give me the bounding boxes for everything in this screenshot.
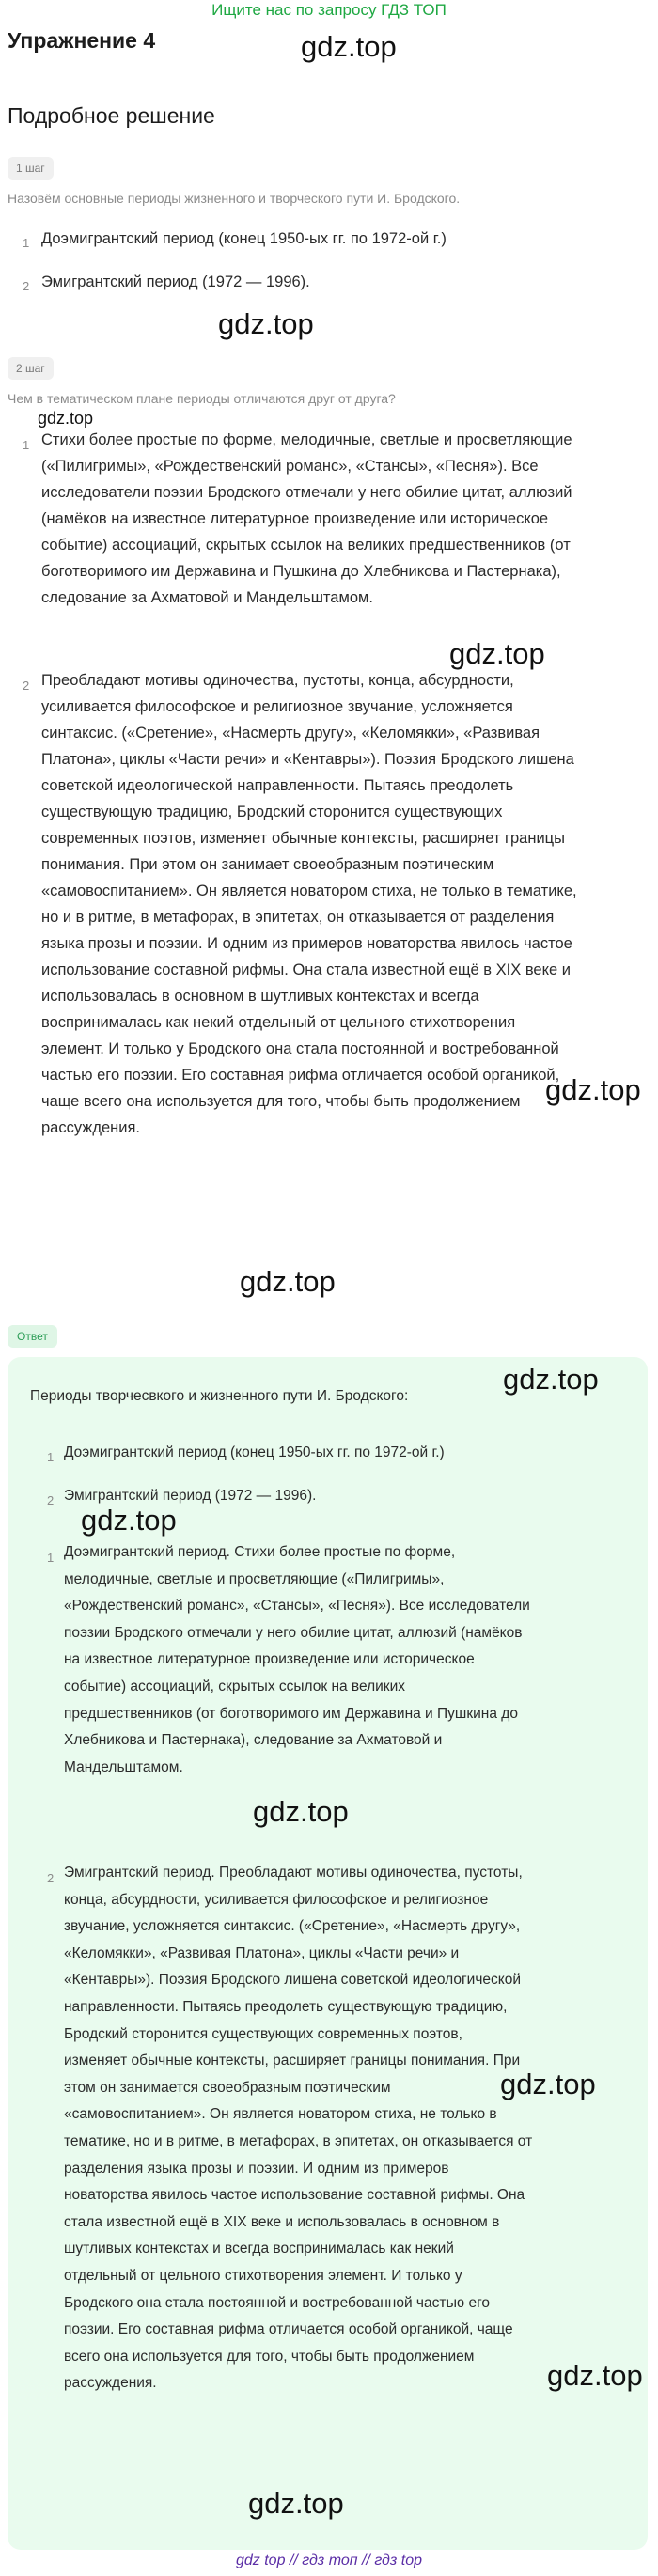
watermark: gdz.top [547,2359,643,2392]
text-line: боготворимого им Державина и Пушкина до Хлебникова и Пастернака), [41,563,561,580]
watermark: gdz.top [81,1504,177,1537]
text-line: современных поэтов, изменяет обычные контексты, расширяет границы [41,830,565,847]
step-1-item-1-number: 1 [23,236,30,250]
text-line: направленности. Пытаясь преодолеть существующую традицию, [64,1998,508,2015]
footer-links: gdz top // гдз топ // гдз top [235,2553,422,2568]
solution-title: Подробное решение [8,103,215,128]
watermark: gdz.top [449,637,545,670]
step-1-question: Назовём основные периоды жизненного и творческого пути И. Бродского. [8,191,461,206]
text-line: (намёков на известное литературное произведение или историческое [41,510,549,527]
text-line: разделения языка прозы и поэзии. И одним из примеров [64,2160,449,2177]
text-line: событие) ассоциаций, скрытых ссылок на великих предшественников (от [41,537,571,554]
step-2-item-1 [41,427,572,611]
text-line: синтаксис. («Сретение», «Насмерть другу», «Келомякки», «Развивая [41,725,540,742]
text-line: Преобладают мотивы одиночества, пустоты, конца, абсурдности, [41,672,514,689]
answer-detail-1 [64,1539,530,1781]
watermark: gdz.top [253,1795,349,1828]
text-line: Бродского она стала постоянной и востребованной частью его [64,2294,491,2311]
step-1-badge: 1 шаг [8,157,54,180]
step-1-item-2: Эмигрантский период (1972 — 1996). [41,273,310,290]
answer-period-1: Доэмигрантский период (конец 1950-ых гг. по 1972-ой г.) [64,1444,445,1460]
watermark: gdz.top [240,1265,336,1298]
text-line: («Пилигримы», «Рождественский романс», «Стансы», «Песня»). Все [41,458,539,475]
step-2-badge: 2 шаг [8,357,54,380]
text-line: Хлебникова и Пастернака), следование за Ахматовой и [64,1732,443,1749]
answer-detail-1-number: 1 [47,1551,55,1565]
answer-detail-2-number: 2 [47,1871,55,1885]
text-line: Мандельштамом. [64,1758,183,1775]
text-line: частью его поэзии. Его составная рифма отличается особой органикой, [41,1067,560,1084]
answer-period-1-number: 1 [47,1450,55,1464]
step-2-question: Чем в тематическом плане периоды отличаются друг от друга? [8,391,396,406]
text-line: Стихи более простые по форме, мелодичные, светлые и просветляющие [41,431,572,448]
text-line: событие) ассоциаций, скрытых ссылок на великих [64,1678,405,1694]
text-line: стала известной ещё в XIX веке и использовалась в основном в [64,2213,500,2230]
text-line: Доэмигрантский период. Стихи более простые по форме, [64,1544,456,1560]
step-2-item-2-number: 2 [23,679,30,693]
text-line: следование за Ахматовой и Мандельштамом. [41,589,373,606]
text-line: «самовоспитанием». Он является новатором стиха, не только в тематике, [41,882,577,899]
watermark: gdz.top [503,1363,599,1396]
answer-detail-2 [64,1860,532,2397]
text-line: понимания. При этом он занимает своеобразным поэтическим [41,856,494,873]
text-line: исследователи поэзии Бродского отмечали у него обилие цитат, аллюзий [41,484,572,501]
text-line: языка прозы и поэзии. И одним из примеров новаторства явилось частое [41,935,572,952]
step-2-item-1-number: 1 [23,438,30,452]
text-line: «Рождественский романс», «Стансы», «Песня»). Все исследователи [64,1598,530,1615]
answer-intro: Периоды творчесвкого и жизненного пути И. Бродского: [30,1388,409,1404]
text-line: «Келомякки», «Развивая Платона», циклы «Части речи» и [64,1944,460,1961]
text-line: использовалась в основном в шутливых контекстах и всегда [41,988,479,1005]
text-line: чаще всего она используется для того, чтобы быть продолжением [41,1093,521,1110]
watermark: gdz.top [500,2068,596,2100]
text-line: этом он занимается своеобразным поэтическим [64,2079,391,2096]
text-line: поэзии Бродского отмечали у него обилие цитат, аллюзий (намёков [64,1624,523,1641]
watermark: gdz.top [38,409,94,428]
watermark: gdz.top [248,2487,344,2520]
step-1-item-2-number: 2 [23,279,30,293]
text-line: Платона», циклы «Части речи» и «Кентавры»). Поэзия Бродского лишена [41,751,574,768]
text-line: рассуждения. [41,1119,140,1136]
text-line: рассуждения. [64,2375,157,2392]
answer-period-2: Эмигрантский период (1972 — 1996). [64,1488,317,1504]
text-line: воспринималась как некий отдельный от цельного стихотворения [41,1014,516,1031]
answer-period-2-number: 2 [47,1493,55,1507]
watermark: gdz.top [218,307,314,340]
text-line: новаторства явилось частое использование составной рифмы. Она [64,2187,525,2204]
step-2-item-2 [41,667,577,1141]
watermark: gdz.top [301,30,397,63]
text-line: Бродский сторонится существующих современных поэтов, [64,2025,462,2042]
text-line: но и в ритме, в метафорах, в эпитетах, он отказывается от разделения [41,909,555,926]
text-line: на известное литературное произведение или историческое [64,1651,475,1668]
text-line: элемент. И только у Бродского она стала постоянной и востребованной [41,1040,559,1057]
text-line: «Кентавры»). Поэзия Бродского лишена советской идеологической [64,1972,522,1989]
text-line: предшественников (от боготворимого им Державина и Пушкина до [64,1705,518,1722]
top-banner: Ищите нас по запросу ГДЗ ТОП [212,1,446,19]
text-line: изменяет обычные контексты, расширяет границы понимания. При [64,2053,521,2069]
text-line: тематике, но и в ритме, в метафорах, в эпитетах, он отказывается от [64,2132,533,2149]
text-line: Эмигрантский период. Преобладают мотивы одиночества, пустоты, [64,1865,523,1881]
answer-badge: Ответ [8,1325,57,1348]
text-line: шутливых контекстах и всегда воспринималась как некий [64,2240,454,2257]
text-line: звучание, усложняется синтаксис. («Сретение», «Насмерть другу», [64,1918,521,1935]
text-line: усиливается философское и религиозное звучание, усложняется [41,698,513,715]
text-line: конца, абсурдности, усиливается философское и религиозное [64,1891,489,1908]
text-line: мелодичные, светлые и просветляющие («Пилигримы», [64,1570,445,1587]
step-1-item-1: Доэмигрантский период (конец 1950-ых гг. по 1972-ой г.) [41,230,446,247]
text-line: использование составной рифмы. Она стала известной ещё в XIX веке и [41,961,571,978]
exercise-title: Упражнение 4 [8,28,156,53]
text-line: всего она используется для того, чтобы быть продолжением [64,2348,475,2365]
text-line: советской идеологической направленности. Пытаясь преодолеть [41,777,514,794]
watermark: gdz.top [545,1073,641,1106]
text-line: существующую традицию, Бродский сторонится существующих [41,804,503,820]
text-line: отдельный от цельного стихотворения элемент. И только у [64,2267,462,2284]
text-line: поэзии. Его составная рифма отличается особой органикой, чаще [64,2321,513,2338]
text-line: «самовоспитанием». Он является новатором стиха, не только в [64,2106,497,2123]
